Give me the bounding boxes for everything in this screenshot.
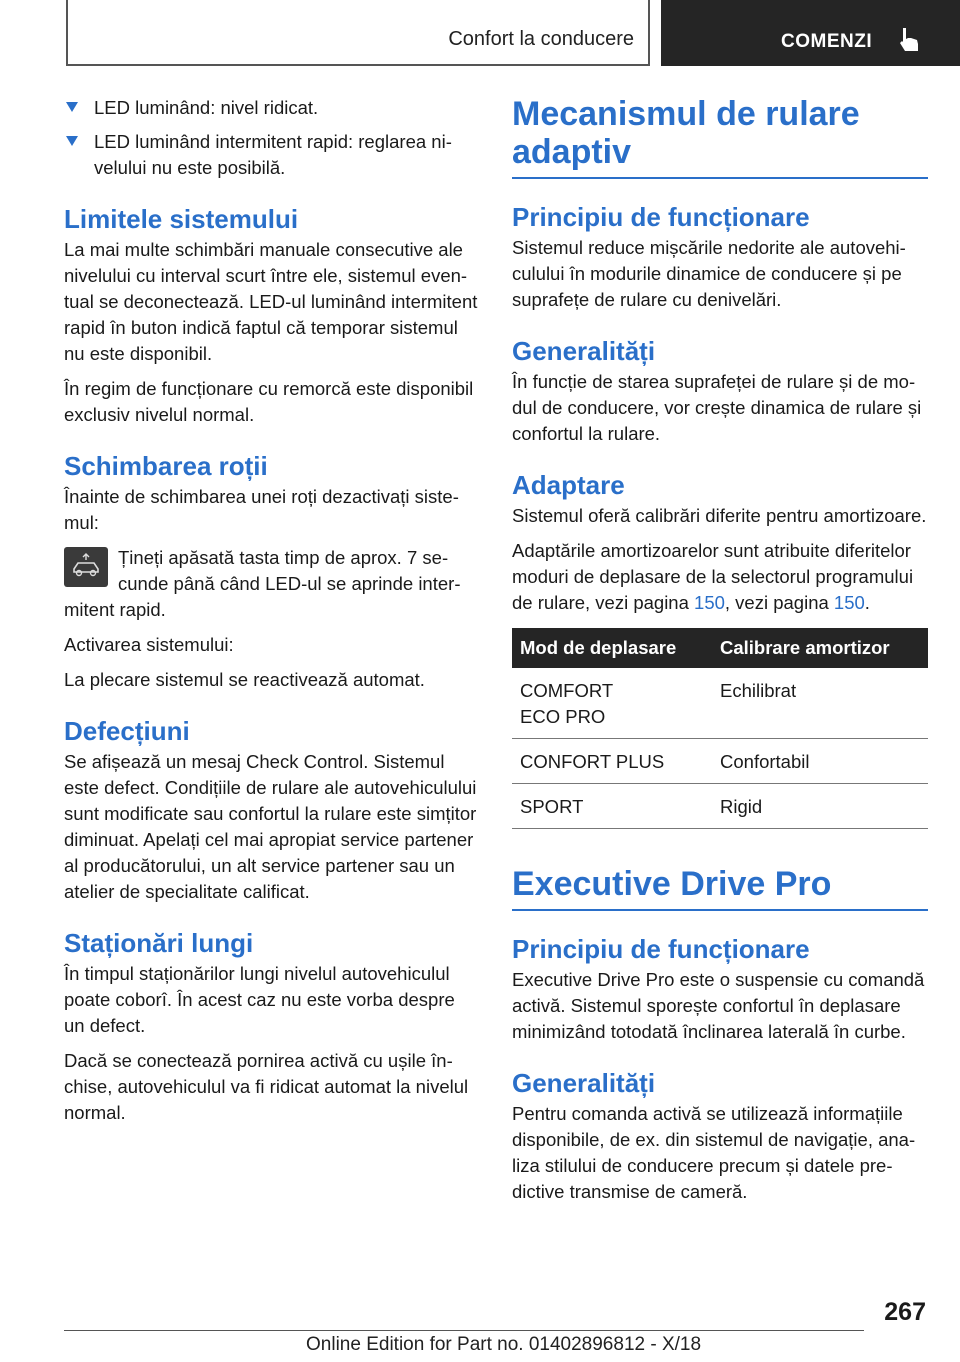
heading-general: Generalități [512, 336, 656, 366]
table-cell: COMFORT ECO PRO [512, 668, 712, 739]
title-executive-drive-pro: Executive Drive Pro [512, 865, 928, 911]
page-header [0, 0, 960, 66]
title-adaptive-suspension: Mecanismul de rulare adaptiv [512, 95, 928, 179]
table-row [512, 784, 928, 829]
triangle-bullet-icon [66, 102, 78, 112]
paragraph: În funcție de starea suprafeței de rulare și de modul de conducere, vor crește dinamica de rulare și confortul la rulare. [512, 371, 922, 444]
section-title: Confort la conducere [448, 28, 634, 50]
heading-long-stops: Staționări lungi [64, 928, 254, 958]
section-tab [66, 0, 650, 66]
page-number: 267 [884, 1298, 926, 1326]
paragraph: Pentru comanda activă se utilizează informațiile disponibile, de ex. din sistemul de navigație, analiza stilului de conducere precum și datele predictive transmise de cameră. [512, 1103, 916, 1202]
heading-general: Generalități [512, 1068, 656, 1098]
paragraph: Sistemul reduce mișcările nedorite ale autovehiculului în modurile dinamice de conducere și pe suprafețe de rulare cu denivelări. [512, 237, 906, 310]
triangle-bullet-icon [66, 136, 78, 146]
paragraph: La mai multe schimbări manuale consecutive ale nivelului cu interval scurt între ele, sistemul eventual se deconectează. LED-ul luminând intermitent rapid în buton indică faptul că temporar sistemul nu este disponibil. [64, 239, 478, 364]
page-link[interactable]: 150 [833, 592, 865, 613]
pointing-hand-icon [893, 24, 925, 56]
heading-wheel-change: Schimbarea roții [64, 451, 268, 481]
heading-limits: Limitele sistemului [64, 204, 299, 234]
left-column [64, 95, 480, 1135]
paragraph: Se afișează un mesaj Check Control. Sistemul este defect. Condițiile de rulare ale autovehiculului sunt modificate sau confortul la rulare este simțitor diminuat. Apelați cel mai apropiat service partener al producătorului, un alt service partener sau un atelier de specialitate calificat. [64, 751, 477, 902]
table-cell: Confortabil [712, 739, 928, 784]
comenzi-label: COMENZI [781, 31, 873, 52]
footer-divider [64, 1330, 864, 1331]
table-row [512, 668, 928, 739]
paragraph: La plecare sistemul se reactivează automat. [64, 669, 425, 690]
column-header: Mod de deplasare [512, 628, 712, 668]
table-row [512, 739, 928, 784]
heading-principle: Principiu de funcționare [512, 202, 810, 232]
heading-principle: Principiu de funcționare [512, 934, 810, 964]
damper-table [512, 628, 928, 829]
right-column [512, 95, 928, 1214]
list-item: LED luminând: nivel ridicat. [64, 95, 480, 121]
paragraph: Înainte de schimbarea unei roți dezactivați sistemul: [64, 486, 459, 533]
table-cell: Echilibrat [712, 668, 928, 739]
list-item: LED luminând intermitent rapid: reglarea nivelului nu este posibilă. [64, 129, 480, 181]
heading-adaptation: Adaptare [512, 470, 625, 500]
paragraph: Executive Drive Pro este o suspensie cu comandă activă. Sistemul sporește confortul în deplasare minimizând totodată înclinarea laterală în curbe. [512, 969, 925, 1042]
paragraph-with-icon: Țineți apăsată tasta timp de aprox. 7 secunde până când LED-ul se aprinde intermitent rapid. [64, 547, 461, 620]
comenzi-badge[interactable] [661, 0, 960, 66]
car-level-button-icon [64, 547, 108, 587]
table-cell: Rigid [712, 784, 928, 829]
table-header-row [512, 628, 928, 668]
paragraph: În timpul staționărilor lungi nivelul autovehiculul poate coborî. În acest caz nu este vorba despre un defect. [64, 963, 455, 1036]
column-header: Calibrare amortizor [712, 628, 928, 668]
footer-edition: Online Edition for Part no. 01402896812 - X/18 [306, 1334, 702, 1355]
paragraph: Sistemul oferă calibrări diferite pentru amortizoare. [512, 505, 927, 526]
page-link[interactable]: 150 [694, 592, 725, 613]
paragraph: Adaptările amortizoarelor sunt atribuite diferitelor moduri de deplasare de la selectorul programului de rulare, vezi pagina 150, vezi pagina 150. [512, 540, 914, 613]
table-cell: CONFORT PLUS [512, 739, 712, 784]
paragraph: În regim de funcționare cu remorcă este disponibil exclusiv nivelul normal. [64, 378, 474, 425]
paragraph: Dacă se conectează pornirea activă cu ușile închise, autovehiculul va fi ridicat automat la nivelul normal. [64, 1050, 469, 1123]
table-cell: SPORT [512, 784, 712, 829]
heading-faults: Defecțiuni [64, 716, 190, 746]
paragraph: Activarea sistemului: [64, 634, 234, 655]
